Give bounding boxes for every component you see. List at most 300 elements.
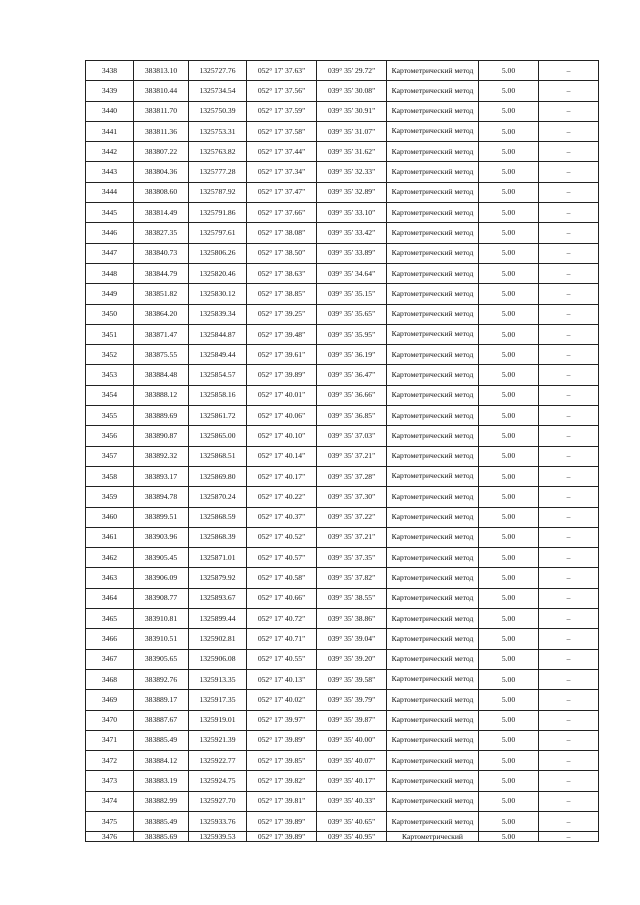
accuracy-cell: 5.00 <box>479 751 539 771</box>
table-row <box>86 690 599 710</box>
accuracy-cell: 5.00 <box>479 385 539 405</box>
description-cell: – <box>539 61 599 81</box>
latitude-cell: 052° 17' 40.13" <box>247 669 317 689</box>
point-number-cell: 3470 <box>86 710 134 730</box>
coordinates-table <box>85 60 599 842</box>
latitude-cell: 052° 17' 39.61" <box>247 345 317 365</box>
longitude-cell: 039° 35' 40.00" <box>317 730 387 750</box>
accuracy-cell: 5.00 <box>479 203 539 223</box>
point-number-cell: 3465 <box>86 609 134 629</box>
method-cell: Картометрический метод <box>387 568 479 588</box>
x-coordinate-cell: 383804.36 <box>134 162 189 182</box>
y-coordinate-cell: 1325750.39 <box>189 101 247 121</box>
y-coordinate-cell: 1325858.16 <box>189 385 247 405</box>
accuracy-cell: 5.00 <box>479 223 539 243</box>
longitude-cell: 039° 35' 37.30" <box>317 487 387 507</box>
point-number-cell: 3473 <box>86 771 134 791</box>
longitude-cell: 039° 35' 37.22" <box>317 507 387 527</box>
x-coordinate-cell: 383889.17 <box>134 690 189 710</box>
point-number-cell: 3461 <box>86 527 134 547</box>
method-cell: Картометрический метод <box>387 243 479 263</box>
table-row <box>86 730 599 750</box>
table-row <box>86 121 599 141</box>
point-number-cell: 3455 <box>86 406 134 426</box>
description-cell: – <box>539 243 599 263</box>
description-cell: – <box>539 304 599 324</box>
description-cell: – <box>539 101 599 121</box>
y-coordinate-cell: 1325919.01 <box>189 710 247 730</box>
x-coordinate-cell: 383884.48 <box>134 365 189 385</box>
description-cell: – <box>539 142 599 162</box>
table-row <box>86 243 599 263</box>
method-cell: Картометрический метод <box>387 629 479 649</box>
longitude-cell: 039° 35' 37.21" <box>317 527 387 547</box>
method-cell: Картометрический метод <box>387 324 479 344</box>
longitude-cell: 039° 35' 29.72" <box>317 61 387 81</box>
description-cell: – <box>539 263 599 283</box>
point-number-cell: 3462 <box>86 548 134 568</box>
description-cell: – <box>539 365 599 385</box>
latitude-cell: 052° 17' 39.89" <box>247 730 317 750</box>
latitude-cell: 052° 17' 39.89" <box>247 811 317 831</box>
y-coordinate-cell: 1325734.54 <box>189 81 247 101</box>
description-cell: – <box>539 446 599 466</box>
longitude-cell: 039° 35' 38.86" <box>317 609 387 629</box>
table-row <box>86 324 599 344</box>
x-coordinate-cell: 383813.10 <box>134 61 189 81</box>
point-number-cell: 3472 <box>86 751 134 771</box>
latitude-cell: 052° 17' 40.55" <box>247 649 317 669</box>
x-coordinate-cell: 383875.55 <box>134 345 189 365</box>
x-coordinate-cell: 383905.65 <box>134 649 189 669</box>
y-coordinate-cell: 1325906.08 <box>189 649 247 669</box>
method-cell: Картометрический метод <box>387 142 479 162</box>
y-coordinate-cell: 1325787.92 <box>189 182 247 202</box>
latitude-cell: 052° 17' 40.22" <box>247 487 317 507</box>
latitude-cell: 052° 17' 37.34" <box>247 162 317 182</box>
description-cell: – <box>539 527 599 547</box>
y-coordinate-cell: 1325869.80 <box>189 466 247 486</box>
longitude-cell: 039° 35' 39.58" <box>317 669 387 689</box>
latitude-cell: 052° 17' 37.44" <box>247 142 317 162</box>
latitude-cell: 052° 17' 37.47" <box>247 182 317 202</box>
table-row <box>86 568 599 588</box>
x-coordinate-cell: 383885.49 <box>134 811 189 831</box>
latitude-cell: 052° 17' 40.57" <box>247 548 317 568</box>
longitude-cell: 039° 35' 33.10" <box>317 203 387 223</box>
y-coordinate-cell: 1325727.76 <box>189 61 247 81</box>
latitude-cell: 052° 17' 39.81" <box>247 791 317 811</box>
method-cell: Картометрический метод <box>387 263 479 283</box>
table-row <box>86 751 599 771</box>
longitude-cell: 039° 35' 33.89" <box>317 243 387 263</box>
table-row <box>86 629 599 649</box>
table-row <box>86 101 599 121</box>
point-number-cell: 3468 <box>86 669 134 689</box>
description-cell: – <box>539 223 599 243</box>
x-coordinate-cell: 383807.22 <box>134 142 189 162</box>
point-number-cell: 3446 <box>86 223 134 243</box>
x-coordinate-cell: 383893.17 <box>134 466 189 486</box>
x-coordinate-cell: 383844.79 <box>134 263 189 283</box>
x-coordinate-cell: 383885.69 <box>134 832 189 842</box>
description-cell: – <box>539 811 599 831</box>
table-row <box>86 548 599 568</box>
y-coordinate-cell: 1325797.61 <box>189 223 247 243</box>
method-cell: Картометрический метод <box>387 365 479 385</box>
y-coordinate-cell: 1325933.76 <box>189 811 247 831</box>
point-number-cell: 3467 <box>86 649 134 669</box>
longitude-cell: 039° 35' 30.91" <box>317 101 387 121</box>
accuracy-cell: 5.00 <box>479 142 539 162</box>
method-cell: Картометрический метод <box>387 690 479 710</box>
longitude-cell: 039° 35' 37.21" <box>317 446 387 466</box>
point-number-cell: 3449 <box>86 284 134 304</box>
table-row <box>86 466 599 486</box>
x-coordinate-cell: 383851.82 <box>134 284 189 304</box>
description-cell: – <box>539 81 599 101</box>
x-coordinate-cell: 383903.96 <box>134 527 189 547</box>
method-cell: Картометрический метод <box>387 203 479 223</box>
y-coordinate-cell: 1325820.46 <box>189 263 247 283</box>
point-number-cell: 3456 <box>86 426 134 446</box>
table-row <box>86 710 599 730</box>
coordinates-table-page <box>85 60 598 842</box>
latitude-cell: 052° 17' 40.17" <box>247 466 317 486</box>
y-coordinate-cell: 1325830.12 <box>189 284 247 304</box>
latitude-cell: 052° 17' 38.63" <box>247 263 317 283</box>
longitude-cell: 039° 35' 38.55" <box>317 588 387 608</box>
description-cell: – <box>539 609 599 629</box>
x-coordinate-cell: 383906.09 <box>134 568 189 588</box>
table-row <box>86 832 599 842</box>
description-cell: – <box>539 426 599 446</box>
point-number-cell: 3448 <box>86 263 134 283</box>
table-row <box>86 385 599 405</box>
x-coordinate-cell: 383910.81 <box>134 609 189 629</box>
accuracy-cell: 5.00 <box>479 568 539 588</box>
method-cell: Картометрический метод <box>387 710 479 730</box>
method-cell: Картометрический метод <box>387 81 479 101</box>
longitude-cell: 039° 35' 37.82" <box>317 568 387 588</box>
accuracy-cell: 5.00 <box>479 304 539 324</box>
method-cell: Картометрический метод <box>387 284 479 304</box>
longitude-cell: 039° 35' 40.07" <box>317 751 387 771</box>
point-number-cell: 3443 <box>86 162 134 182</box>
longitude-cell: 039° 35' 35.15" <box>317 284 387 304</box>
longitude-cell: 039° 35' 39.04" <box>317 629 387 649</box>
y-coordinate-cell: 1325861.72 <box>189 406 247 426</box>
y-coordinate-cell: 1325854.57 <box>189 365 247 385</box>
description-cell: – <box>539 568 599 588</box>
latitude-cell: 052° 17' 39.85" <box>247 751 317 771</box>
latitude-cell: 052° 17' 37.66" <box>247 203 317 223</box>
latitude-cell: 052° 17' 40.71" <box>247 629 317 649</box>
accuracy-cell: 5.00 <box>479 832 539 842</box>
latitude-cell: 052° 17' 40.01" <box>247 385 317 405</box>
table-row <box>86 588 599 608</box>
y-coordinate-cell: 1325849.44 <box>189 345 247 365</box>
method-cell: Картометрический метод <box>387 527 479 547</box>
x-coordinate-cell: 383808.60 <box>134 182 189 202</box>
method-cell: Картометрический метод <box>387 649 479 669</box>
description-cell: – <box>539 324 599 344</box>
y-coordinate-cell: 1325777.28 <box>189 162 247 182</box>
accuracy-cell: 5.00 <box>479 162 539 182</box>
method-cell: Картометрический метод <box>387 771 479 791</box>
point-number-cell: 3438 <box>86 61 134 81</box>
latitude-cell: 052° 17' 40.14" <box>247 446 317 466</box>
table-row <box>86 223 599 243</box>
method-cell: Картометрический метод <box>387 223 479 243</box>
method-cell: Картометрический метод <box>387 507 479 527</box>
point-number-cell: 3454 <box>86 385 134 405</box>
method-cell: Картометрический метод <box>387 487 479 507</box>
accuracy-cell: 5.00 <box>479 324 539 344</box>
accuracy-cell: 5.00 <box>479 182 539 202</box>
method-cell: Картометрический метод <box>387 609 479 629</box>
table-row <box>86 61 599 81</box>
longitude-cell: 039° 35' 31.62" <box>317 142 387 162</box>
accuracy-cell: 5.00 <box>479 527 539 547</box>
description-cell: – <box>539 466 599 486</box>
longitude-cell: 039° 35' 34.64" <box>317 263 387 283</box>
accuracy-cell: 5.00 <box>479 466 539 486</box>
method-cell: Картометрический метод <box>387 385 479 405</box>
description-cell: – <box>539 690 599 710</box>
y-coordinate-cell: 1325753.31 <box>189 121 247 141</box>
y-coordinate-cell: 1325913.35 <box>189 669 247 689</box>
longitude-cell: 039° 35' 37.28" <box>317 466 387 486</box>
accuracy-cell: 5.00 <box>479 81 539 101</box>
x-coordinate-cell: 383890.87 <box>134 426 189 446</box>
y-coordinate-cell: 1325870.24 <box>189 487 247 507</box>
description-cell: – <box>539 385 599 405</box>
x-coordinate-cell: 383908.77 <box>134 588 189 608</box>
latitude-cell: 052° 17' 37.56" <box>247 81 317 101</box>
table-row <box>86 182 599 202</box>
x-coordinate-cell: 383827.35 <box>134 223 189 243</box>
x-coordinate-cell: 383864.20 <box>134 304 189 324</box>
latitude-cell: 052° 17' 40.06" <box>247 406 317 426</box>
table-row <box>86 791 599 811</box>
method-cell: Картометрический метод <box>387 548 479 568</box>
latitude-cell: 052° 17' 39.89" <box>247 832 317 842</box>
x-coordinate-cell: 383905.45 <box>134 548 189 568</box>
y-coordinate-cell: 1325871.01 <box>189 548 247 568</box>
method-cell: Картометрический метод <box>387 345 479 365</box>
accuracy-cell: 5.00 <box>479 61 539 81</box>
longitude-cell: 039° 35' 40.95" <box>317 832 387 842</box>
accuracy-cell: 5.00 <box>479 548 539 568</box>
description-cell: – <box>539 791 599 811</box>
y-coordinate-cell: 1325844.87 <box>189 324 247 344</box>
table-row <box>86 365 599 385</box>
table-row <box>86 487 599 507</box>
y-coordinate-cell: 1325917.35 <box>189 690 247 710</box>
longitude-cell: 039° 35' 40.65" <box>317 811 387 831</box>
y-coordinate-cell: 1325868.51 <box>189 446 247 466</box>
table-row <box>86 263 599 283</box>
latitude-cell: 052° 17' 37.63" <box>247 61 317 81</box>
point-number-cell: 3445 <box>86 203 134 223</box>
y-coordinate-cell: 1325924.75 <box>189 771 247 791</box>
point-number-cell: 3452 <box>86 345 134 365</box>
point-number-cell: 3451 <box>86 324 134 344</box>
point-number-cell: 3439 <box>86 81 134 101</box>
longitude-cell: 039° 35' 36.85" <box>317 406 387 426</box>
latitude-cell: 052° 17' 40.52" <box>247 527 317 547</box>
point-number-cell: 3466 <box>86 629 134 649</box>
accuracy-cell: 5.00 <box>479 345 539 365</box>
point-number-cell: 3460 <box>86 507 134 527</box>
x-coordinate-cell: 383887.67 <box>134 710 189 730</box>
accuracy-cell: 5.00 <box>479 263 539 283</box>
latitude-cell: 052° 17' 39.25" <box>247 304 317 324</box>
method-cell: Картометрический метод <box>387 101 479 121</box>
latitude-cell: 052° 17' 39.97" <box>247 710 317 730</box>
table-row <box>86 304 599 324</box>
description-cell: – <box>539 284 599 304</box>
longitude-cell: 039° 35' 32.33" <box>317 162 387 182</box>
x-coordinate-cell: 383885.49 <box>134 730 189 750</box>
accuracy-cell: 5.00 <box>479 811 539 831</box>
method-cell: Картометрический метод <box>387 669 479 689</box>
method-cell: Картометрический метод <box>387 304 479 324</box>
point-number-cell: 3464 <box>86 588 134 608</box>
table-row <box>86 284 599 304</box>
y-coordinate-cell: 1325921.39 <box>189 730 247 750</box>
table-row <box>86 527 599 547</box>
longitude-cell: 039° 35' 39.79" <box>317 690 387 710</box>
x-coordinate-cell: 383892.32 <box>134 446 189 466</box>
y-coordinate-cell: 1325927.70 <box>189 791 247 811</box>
longitude-cell: 039° 35' 30.08" <box>317 81 387 101</box>
longitude-cell: 039° 35' 37.35" <box>317 548 387 568</box>
longitude-cell: 039° 35' 36.47" <box>317 365 387 385</box>
point-number-cell: 3457 <box>86 446 134 466</box>
latitude-cell: 052° 17' 40.72" <box>247 609 317 629</box>
method-cell: Картометрический метод <box>387 588 479 608</box>
description-cell: – <box>539 730 599 750</box>
table-row <box>86 771 599 791</box>
longitude-cell: 039° 35' 37.03" <box>317 426 387 446</box>
accuracy-cell: 5.00 <box>479 284 539 304</box>
accuracy-cell: 5.00 <box>479 609 539 629</box>
method-cell: Картометрический <box>387 832 479 842</box>
y-coordinate-cell: 1325922.77 <box>189 751 247 771</box>
table-row <box>86 649 599 669</box>
point-number-cell: 3440 <box>86 101 134 121</box>
latitude-cell: 052° 17' 40.58" <box>247 568 317 588</box>
accuracy-cell: 5.00 <box>479 629 539 649</box>
accuracy-cell: 5.00 <box>479 365 539 385</box>
table-row <box>86 811 599 831</box>
table-row <box>86 203 599 223</box>
latitude-cell: 052° 17' 37.59" <box>247 101 317 121</box>
longitude-cell: 039° 35' 31.07" <box>317 121 387 141</box>
accuracy-cell: 5.00 <box>479 771 539 791</box>
point-number-cell: 3441 <box>86 121 134 141</box>
table-body <box>86 61 599 842</box>
accuracy-cell: 5.00 <box>479 243 539 263</box>
description-cell: – <box>539 588 599 608</box>
accuracy-cell: 5.00 <box>479 690 539 710</box>
longitude-cell: 039° 35' 32.89" <box>317 182 387 202</box>
table-row <box>86 345 599 365</box>
y-coordinate-cell: 1325763.82 <box>189 142 247 162</box>
point-number-cell: 3463 <box>86 568 134 588</box>
x-coordinate-cell: 383840.73 <box>134 243 189 263</box>
description-cell: – <box>539 487 599 507</box>
method-cell: Картометрический метод <box>387 426 479 446</box>
latitude-cell: 052° 17' 40.02" <box>247 690 317 710</box>
point-number-cell: 3469 <box>86 690 134 710</box>
accuracy-cell: 5.00 <box>479 121 539 141</box>
latitude-cell: 052° 17' 39.89" <box>247 365 317 385</box>
accuracy-cell: 5.00 <box>479 507 539 527</box>
y-coordinate-cell: 1325868.59 <box>189 507 247 527</box>
description-cell: – <box>539 507 599 527</box>
y-coordinate-cell: 1325865.00 <box>189 426 247 446</box>
longitude-cell: 039° 35' 40.33" <box>317 791 387 811</box>
method-cell: Картометрический метод <box>387 791 479 811</box>
table-row <box>86 609 599 629</box>
x-coordinate-cell: 383871.47 <box>134 324 189 344</box>
y-coordinate-cell: 1325939.53 <box>189 832 247 842</box>
accuracy-cell: 5.00 <box>479 669 539 689</box>
x-coordinate-cell: 383814.49 <box>134 203 189 223</box>
description-cell: – <box>539 771 599 791</box>
method-cell: Картометрический метод <box>387 162 479 182</box>
method-cell: Картометрический метод <box>387 61 479 81</box>
method-cell: Картометрический метод <box>387 182 479 202</box>
method-cell: Картометрический метод <box>387 121 479 141</box>
accuracy-cell: 5.00 <box>479 730 539 750</box>
accuracy-cell: 5.00 <box>479 710 539 730</box>
description-cell: – <box>539 751 599 771</box>
method-cell: Картометрический метод <box>387 811 479 831</box>
point-number-cell: 3476 <box>86 832 134 842</box>
y-coordinate-cell: 1325879.92 <box>189 568 247 588</box>
latitude-cell: 052° 17' 38.50" <box>247 243 317 263</box>
table-row <box>86 142 599 162</box>
point-number-cell: 3474 <box>86 791 134 811</box>
latitude-cell: 052° 17' 39.48" <box>247 324 317 344</box>
table-row <box>86 507 599 527</box>
table-row <box>86 446 599 466</box>
y-coordinate-cell: 1325868.39 <box>189 527 247 547</box>
description-cell: – <box>539 832 599 842</box>
table-row <box>86 669 599 689</box>
y-coordinate-cell: 1325899.44 <box>189 609 247 629</box>
y-coordinate-cell: 1325902.81 <box>189 629 247 649</box>
x-coordinate-cell: 383884.12 <box>134 751 189 771</box>
x-coordinate-cell: 383892.76 <box>134 669 189 689</box>
accuracy-cell: 5.00 <box>479 446 539 466</box>
point-number-cell: 3453 <box>86 365 134 385</box>
x-coordinate-cell: 383910.51 <box>134 629 189 649</box>
longitude-cell: 039° 35' 39.20" <box>317 649 387 669</box>
x-coordinate-cell: 383882.99 <box>134 791 189 811</box>
y-coordinate-cell: 1325791.86 <box>189 203 247 223</box>
description-cell: – <box>539 162 599 182</box>
method-cell: Картометрический метод <box>387 406 479 426</box>
description-cell: – <box>539 669 599 689</box>
point-number-cell: 3471 <box>86 730 134 750</box>
accuracy-cell: 5.00 <box>479 426 539 446</box>
description-cell: – <box>539 649 599 669</box>
